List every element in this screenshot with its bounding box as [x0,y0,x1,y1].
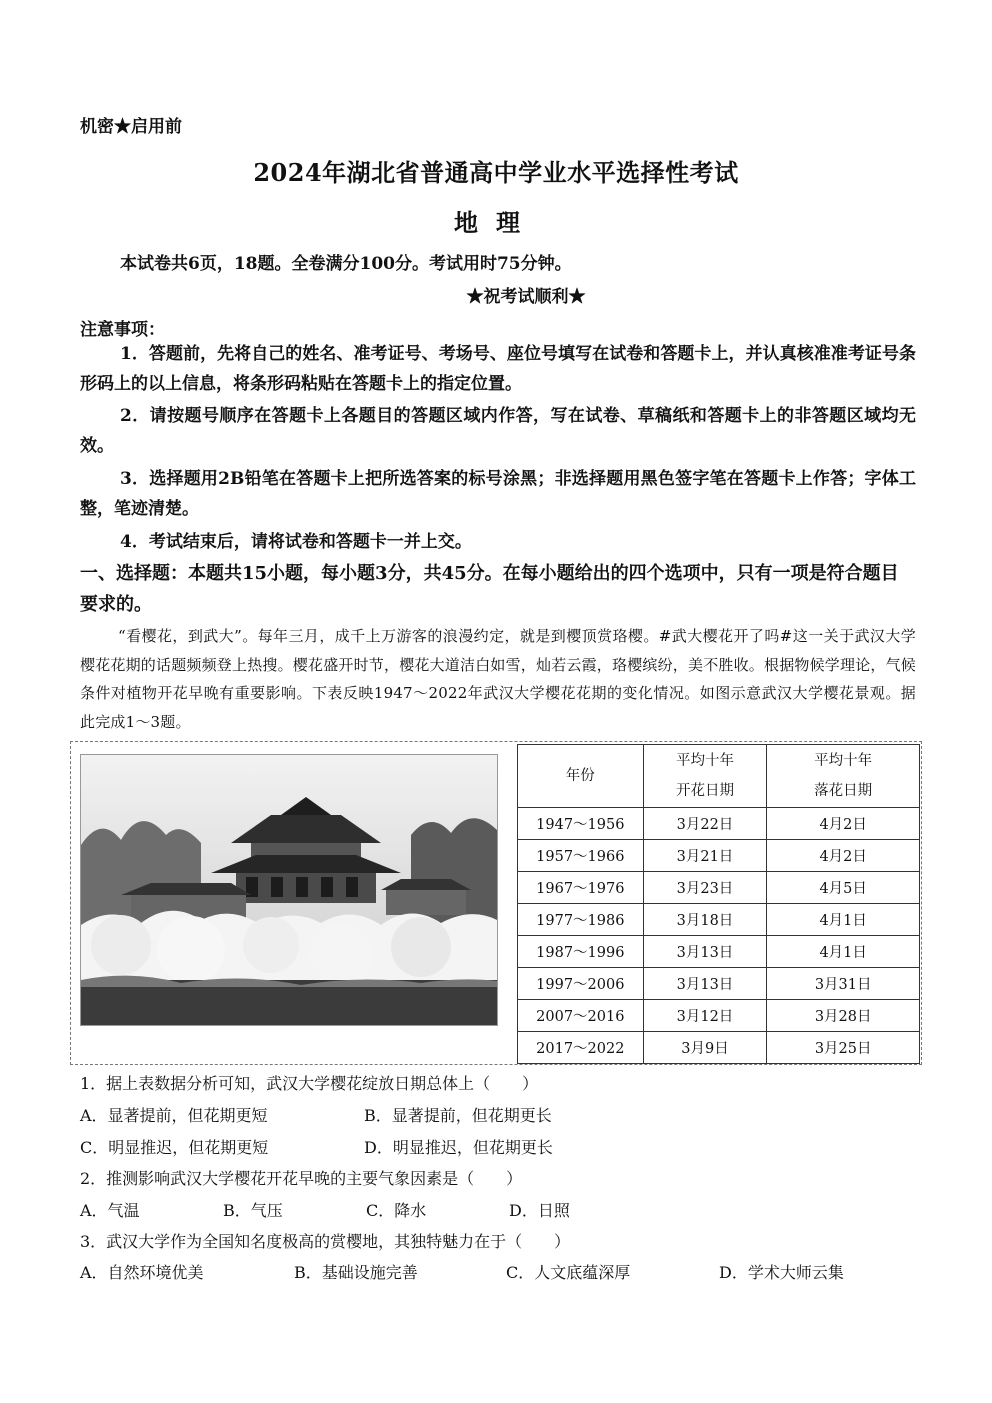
question-2-option-d[interactable]: D．日照 [509,1201,570,1220]
question-3-option-d[interactable]: D．学术大师云集 [719,1263,844,1282]
question-3-option-b[interactable]: B．基础设施完善 [294,1263,418,1282]
question-1-option-b[interactable]: B．显著提前，但花期更长 [364,1106,552,1125]
table-header-row [518,745,920,808]
question-3-option-c[interactable]: C．人文底蕴深厚 [506,1263,631,1282]
cherry-blossom-photo [80,754,498,1026]
cell-bloom: 3月18日 [643,904,767,936]
question-1-stem: 1．据上表数据分析可知，武汉大学樱花绽放日期总体上（ ） [80,1074,539,1093]
cell-fall: 4月2日 [767,808,920,840]
cell-year: 1977～1986 [518,904,644,936]
cell-bloom: 3月22日 [643,808,767,840]
cell-bloom: 3月12日 [643,1000,767,1032]
cell-year: 2007～2016 [518,1000,644,1032]
cell-year: 1987～1996 [518,936,644,968]
question-1-option-a[interactable]: A．显著提前，但花期更短 [80,1106,268,1125]
table-row [518,1032,920,1064]
cell-year: 1957～1966 [518,840,644,872]
cell-fall: 4月5日 [767,872,920,904]
question-1-option-d[interactable]: D．明显推迟，但花期更长 [364,1138,553,1157]
notice-item-1: 1．答题前，先将自己的姓名、准考证号、考场号、座位号填写在试卷和答题卡上，并认真核准准考证号条形码上的以上信息，将条形码粘贴在答题卡上的指定位置。 [80,344,916,394]
cell-fall: 3月25日 [767,1032,920,1064]
question-2-stem: 2．推测影响武汉大学樱花开花早晚的主要气象因素是（ ） [80,1169,523,1188]
bloom-period-table [517,744,920,1064]
exam-title: 2024年湖北省普通高中学业水平选择性考试 [253,158,739,187]
cell-bloom: 3月13日 [643,968,767,1000]
cell-year: 2017～2022 [518,1032,644,1064]
question-2-option-a[interactable]: A．气温 [80,1201,140,1220]
good-luck-line: ★祝考试顺利★ [466,287,586,307]
cell-bloom: 3月13日 [643,936,767,968]
cell-fall: 4月2日 [767,840,920,872]
section-1-title: 一、选择题：本题共15小题，每小题3分，共45分。在每小题给出的四个选项中，只有一项是符合题目要求的。 [80,563,899,615]
question-1-option-c[interactable]: C．明显推迟，但花期更短 [80,1138,269,1157]
notice-title: 注意事项： [80,320,165,340]
table-row [518,872,920,904]
cell-fall: 3月28日 [767,1000,920,1032]
cell-bloom: 3月21日 [643,840,767,872]
question-2-option-b[interactable]: B．气压 [223,1201,283,1220]
reading-passage: “看樱花，到武大”。每年三月，成千上万游客的浪漫约定，就是到樱顶赏珞樱。#武大樱花开了吗#这一关于武汉大学樱花花期的话题频频登上热搜。樱花盛开时节，樱花大道洁白如雪，灿若云霞，珞樱缤纷，美不胜收。根据物候学理论，气候条件对植物开花早晚有重要影响。下表反映1947～2022年武汉大学樱花花期的变化情况。如图示意武汉大学樱花景观。据此完成1～3题。 [80,627,917,731]
subject-title: 地理 [454,208,538,237]
confidential-label: 机密★启用前 [80,117,182,137]
table-row [518,808,920,840]
header-year: 年份 [518,745,644,808]
exam-info: 本试卷共6页，18题。全卷满分100分。考试用时75分钟。 [120,254,572,274]
table-row [518,1000,920,1032]
question-3-option-a[interactable]: A．自然环境优美 [80,1263,204,1282]
cell-fall: 3月31日 [767,968,920,1000]
cell-year: 1947～1956 [518,808,644,840]
cell-fall: 4月1日 [767,936,920,968]
notice-item-2: 2．请按题号顺序在答题卡上各题目的答题区域内作答，写在试卷、草稿纸和答题卡上的非答题区域均无效。 [80,406,916,456]
question-2-option-c[interactable]: C．降水 [366,1201,427,1220]
cell-bloom: 3月23日 [643,872,767,904]
header-fall-date: 平均十年落花日期 [767,745,920,808]
cell-fall: 4月1日 [767,904,920,936]
cell-year: 1997～2006 [518,968,644,1000]
cell-bloom: 3月9日 [643,1032,767,1064]
table-row [518,840,920,872]
header-bloom-date: 平均十年开花日期 [643,745,767,808]
table-row [518,904,920,936]
campus-landscape-image [81,755,497,1025]
question-3-stem: 3．武汉大学作为全国知名度极高的赏樱地，其独特魅力在于（ ） [80,1232,571,1251]
notice-item-4: 4．考试结束后，请将试卷和答题卡一并上交。 [120,532,472,552]
cell-year: 1967～1976 [518,872,644,904]
notice-item-3: 3．选择题用2B铅笔在答题卡上把所选答案的标号涂黑；非选择题用黑色签字笔在答题卡上作答；字体工整，笔迹清楚。 [80,469,916,519]
table-row [518,936,920,968]
table-row [518,968,920,1000]
